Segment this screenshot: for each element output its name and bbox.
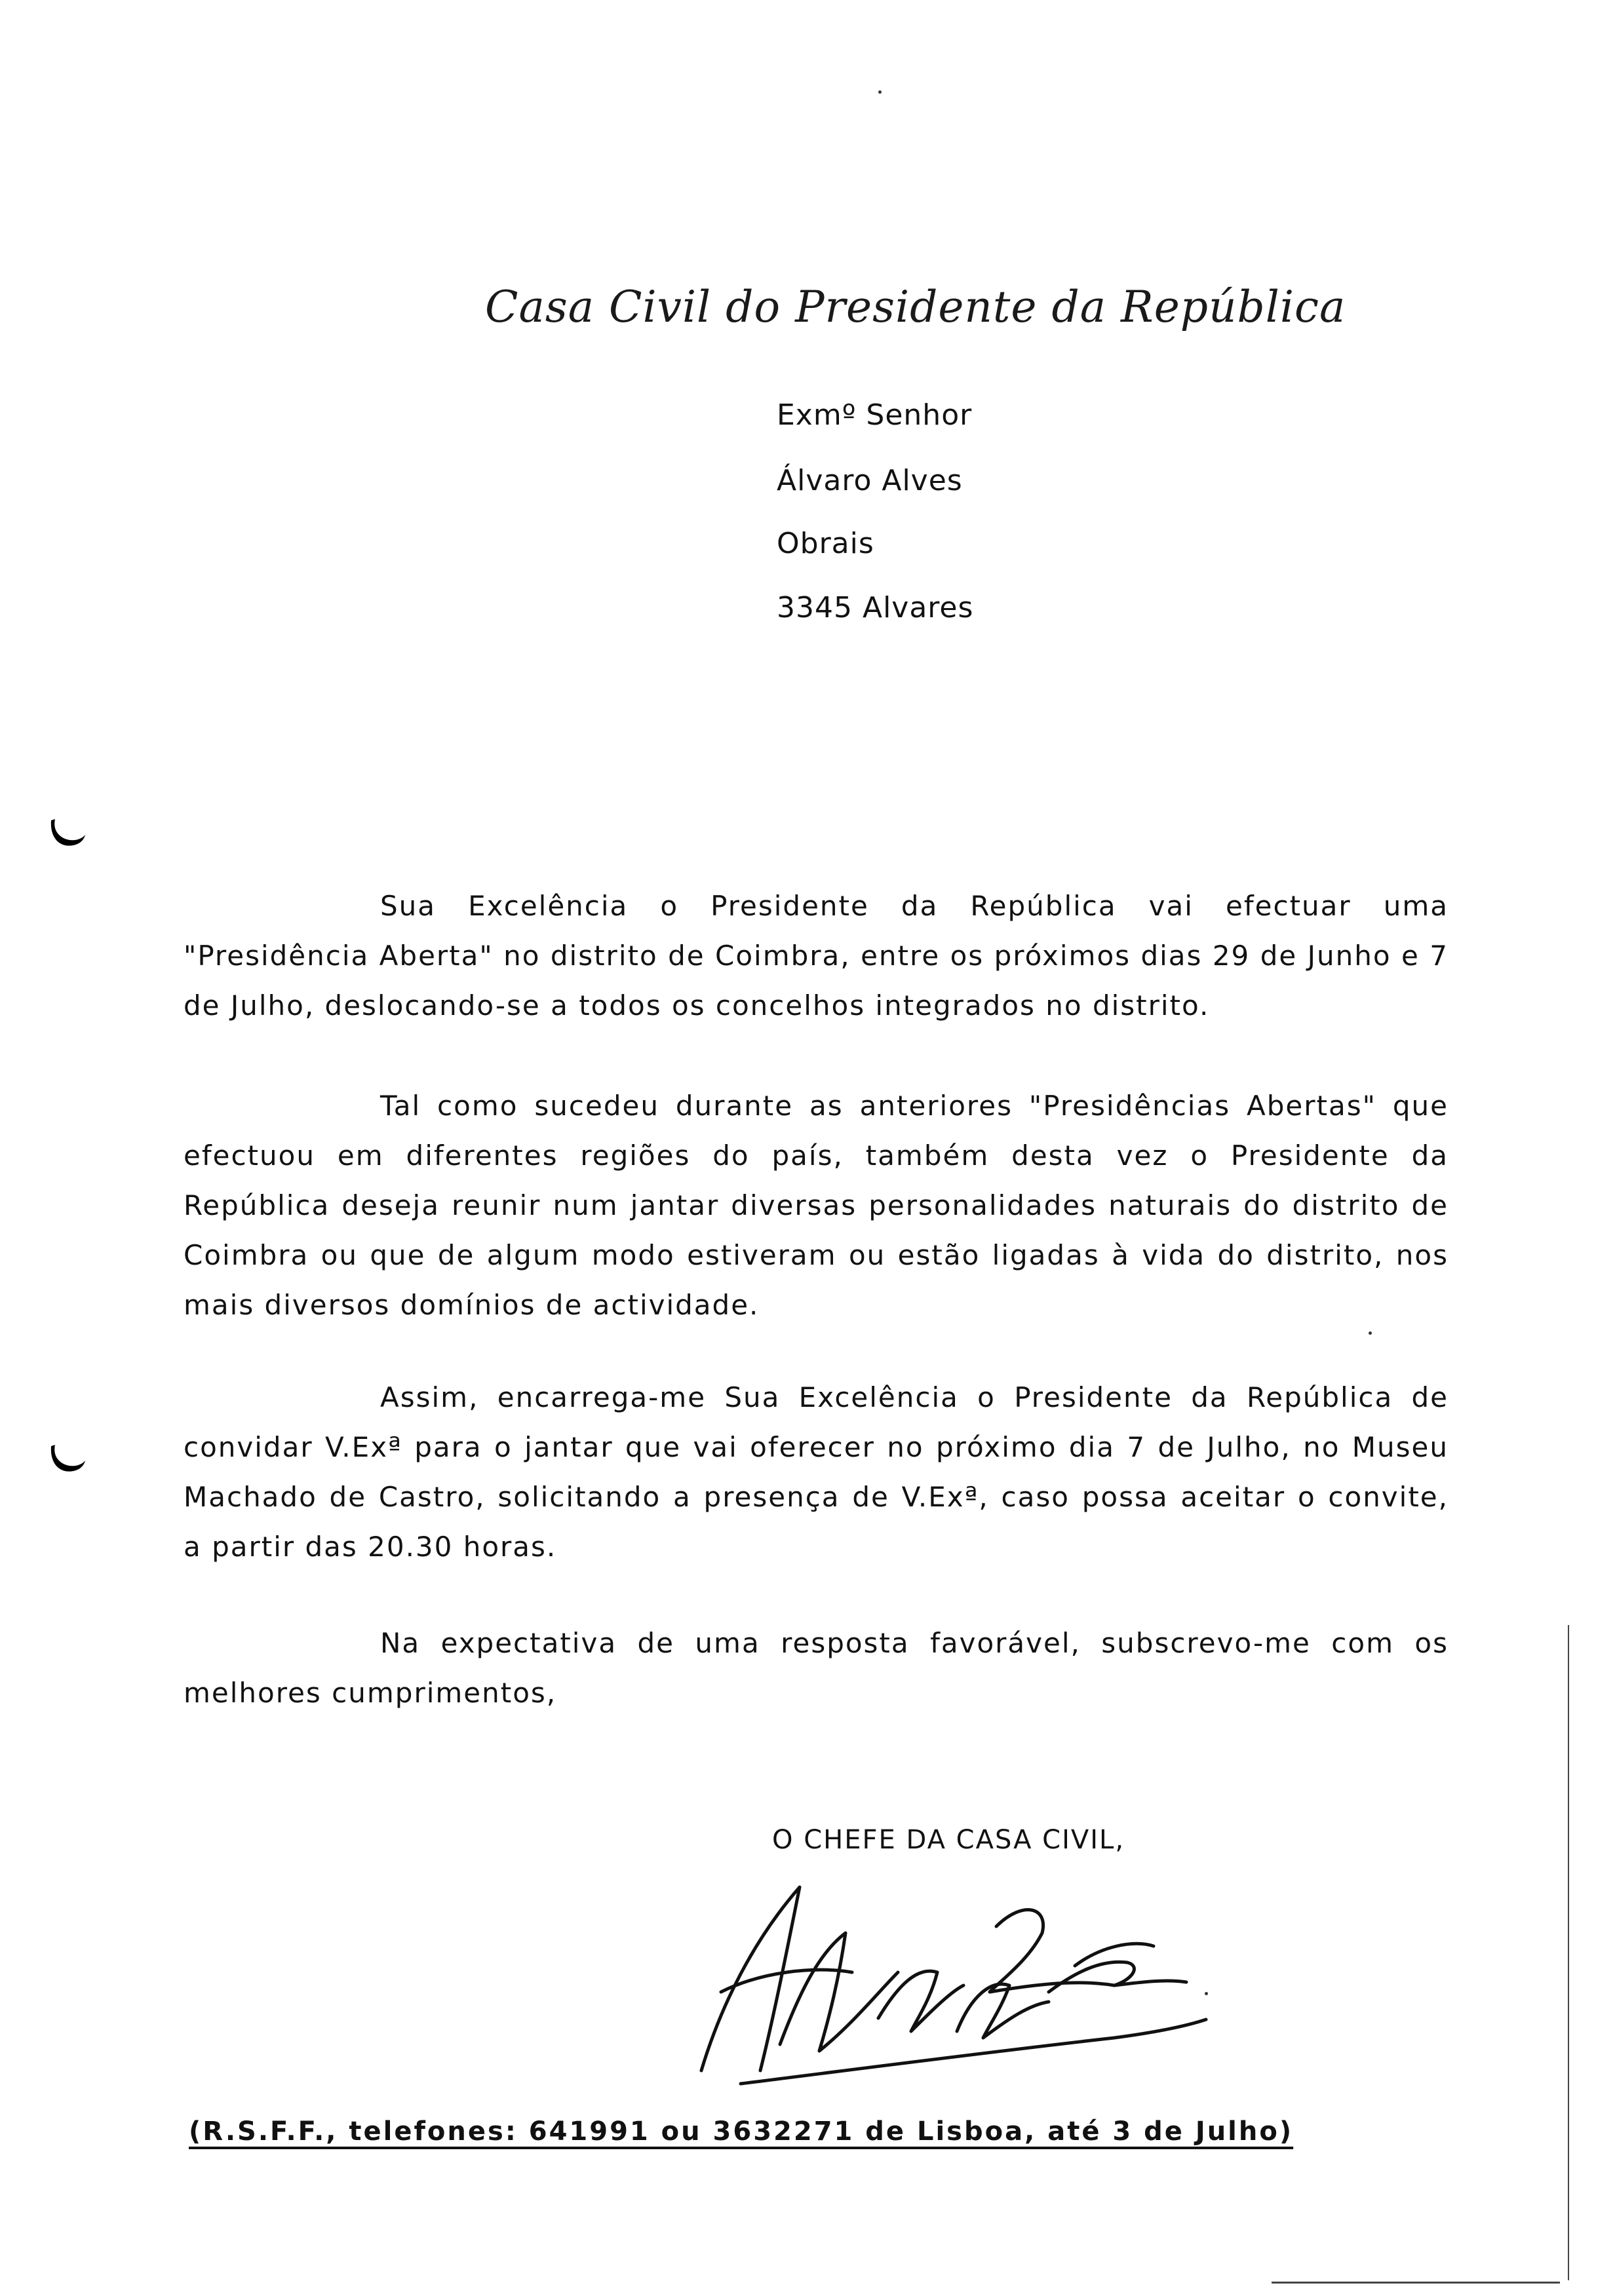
handwritten-signature	[682, 1874, 1232, 2090]
paragraph-4: Na expectativa de uma resposta favorável, subscrevo-me com os melhores cumprimentos,	[184, 1627, 1449, 1709]
scan-edge-line	[1568, 1625, 1569, 2280]
recipient-salutation: Exmº Senhor	[777, 398, 973, 432]
punch-hole-mark-icon	[47, 1438, 87, 1478]
recipient-city: 3345 Alvares	[777, 591, 974, 624]
scan-speck	[878, 90, 882, 94]
signoff-title: O CHEFE DA CASA CIVIL,	[772, 1825, 1125, 1855]
recipient-name: Álvaro Alves	[777, 464, 963, 497]
footer-note: (R.S.F.F., telefones: 641991 ou 3632271 de Lisboa, até 3 de Julho)	[189, 2116, 1294, 2147]
scan-speck	[1369, 1331, 1372, 1335]
paragraph-3: Assim, encarrega-me Sua Excelência o Presidente da República de convidar V.Exª para o jantar que vai oferecer no próximo dia 7 de Julho, no Museu Machado de Castro, solicitando a presença de V.Exª, caso possa aceitar o convite, a partir das 20.30 horas.	[184, 1381, 1449, 1563]
punch-hole-mark-icon	[47, 813, 87, 852]
letterhead-title: Casa Civil do Presidente da República	[485, 282, 1346, 332]
scan-edge-line	[1272, 2282, 1560, 2284]
scan-speck	[1205, 1992, 1208, 1995]
recipient-street: Obrais	[777, 527, 874, 560]
paragraph-1: Sua Excelência o Presidente da República vai efectuar uma "Presidência Aberta" no distrito de Coimbra, entre os próximos dias 29 de Junho e 7 de Julho, deslocando-se a todos os concelhos integrados no distrito.	[184, 890, 1449, 1022]
paragraph-2: Tal como sucedeu durante as anteriores "Presidências Abertas" que efectuou em diferentes regiões do país, também desta vez o Presidente da República deseja reunir num jantar diversas personalidades naturais do distrito de Coimbra ou que de algum modo estiveram ou estão ligadas à vida do distrito, nos mais diversos domínios de actividade.	[184, 1090, 1449, 1321]
